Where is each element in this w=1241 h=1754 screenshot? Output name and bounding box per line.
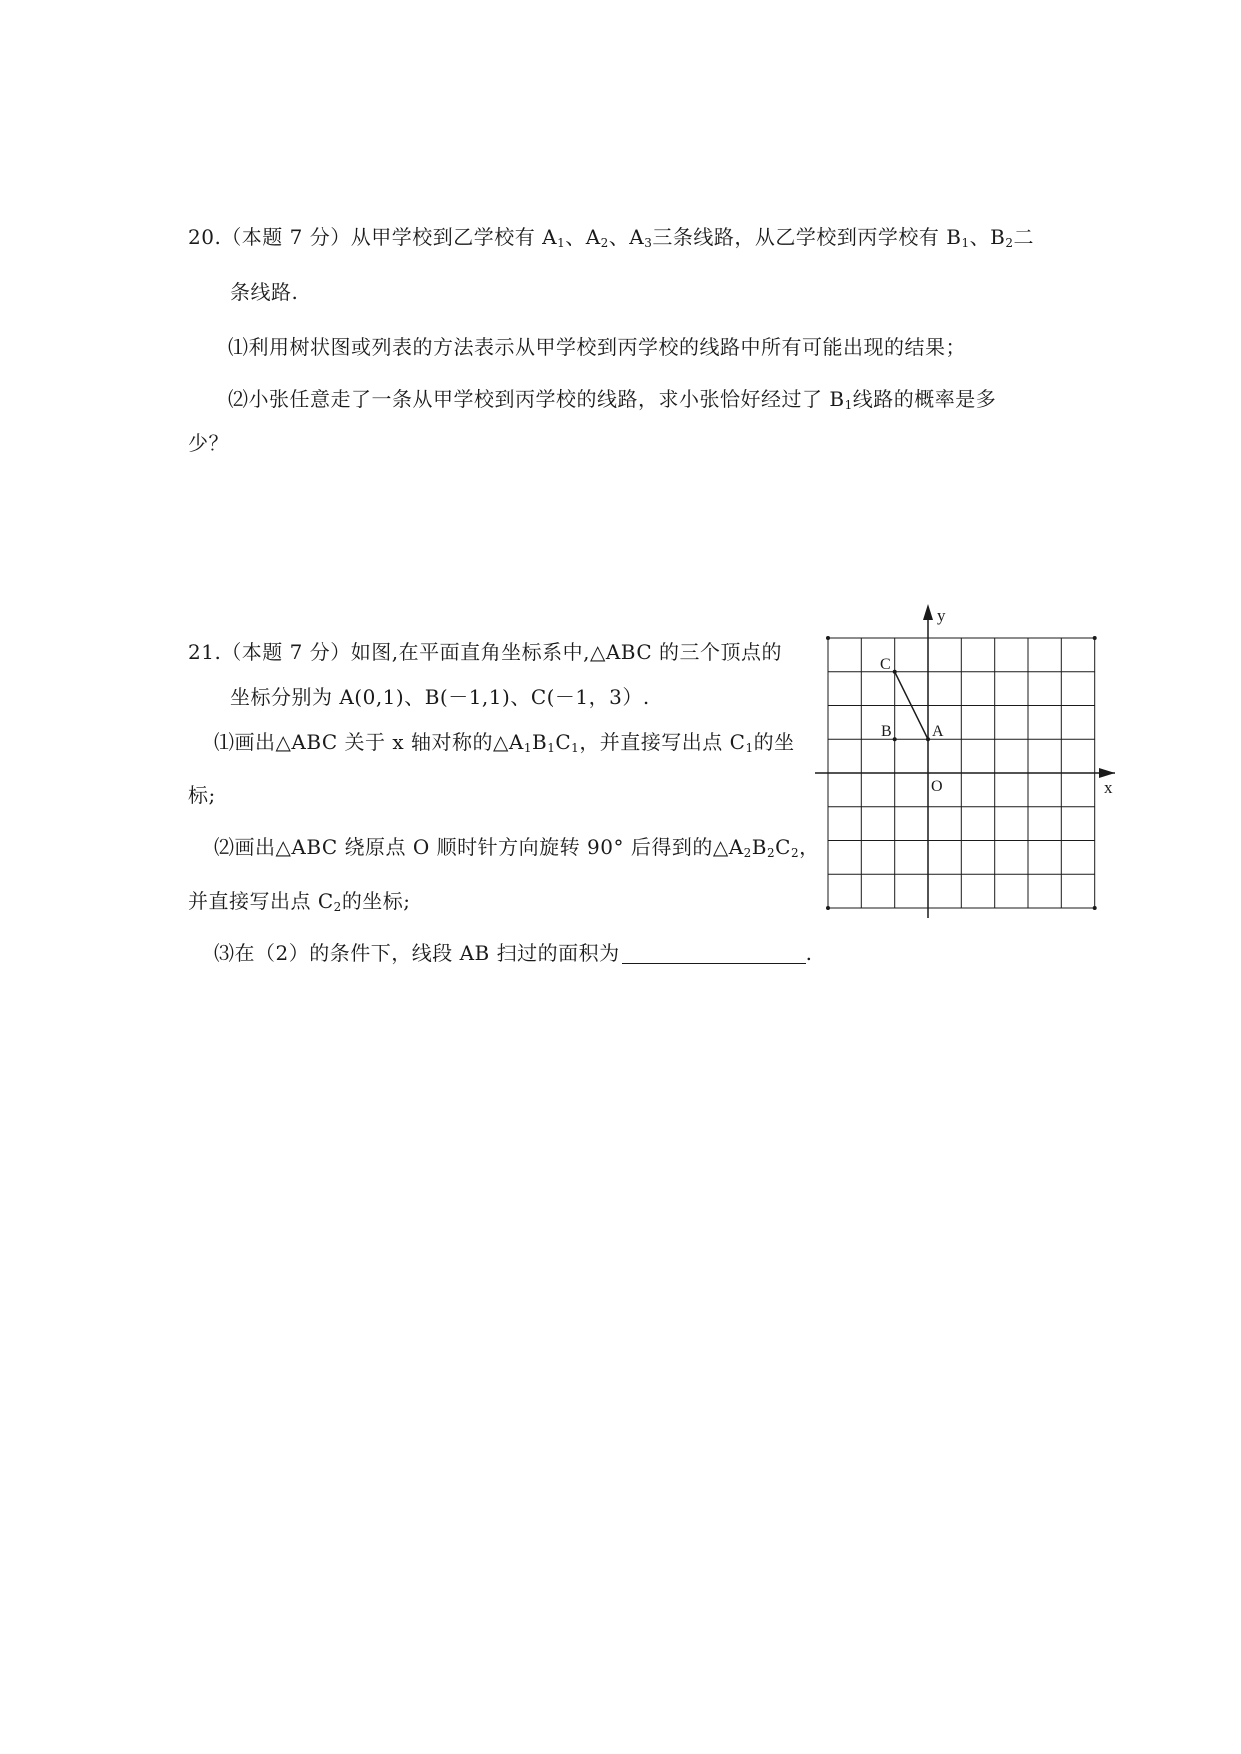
q20-sub: 1 (557, 236, 566, 250)
label-b: B (881, 723, 892, 740)
q21-p3-text: ⑶在（2）的条件下，线段 AB 扫过的面积为 (214, 941, 620, 965)
q20-number: 20. (188, 225, 222, 249)
q20-text-1d: 三条线路，从乙学校到丙学校有 B (652, 225, 962, 249)
q20-part-2 (228, 384, 996, 420)
q20-sub: 1 (961, 236, 970, 250)
label-o: O (931, 778, 943, 795)
q20-part-2-text-b: 线路的概率是多 (852, 387, 997, 411)
q21-sub: 1 (571, 741, 580, 755)
answer-blank[interactable] (622, 941, 806, 964)
q20-text-1a: 从甲学校到乙学校有 A (350, 225, 558, 249)
q21-sub: 1 (523, 741, 533, 755)
axes (815, 614, 1115, 918)
q20-text-1f: 二 (1013, 225, 1034, 249)
q21-p2-text-e: 并直接写出点 C (188, 889, 334, 913)
q20-sub: 2 (600, 236, 609, 250)
q21-line-2: 坐标分别为 A(0,1)、B(－1,1)、C(－1，3）. (230, 685, 650, 709)
q20-sub: 2 (1005, 236, 1014, 250)
q21-p1-text-d: ，并直接写出点 C (579, 730, 746, 754)
q21-p1-text-a: ⑴画出△ABC 关于 x 轴对称的△A (214, 730, 524, 754)
q21-points: （本题 7 分） (221, 640, 351, 664)
q21-sub: 2 (743, 846, 752, 860)
q21-p2-text-c: C (775, 835, 791, 859)
q20-line-2: 条线路. (230, 280, 299, 304)
q20-points: （本题 7 分） (221, 225, 351, 249)
q20-text-1e: 、B (969, 225, 1006, 249)
q21-sub: 1 (547, 741, 556, 755)
q21-text-1: 如图,在平面直角坐标系中,△ABC 的三个顶点的 (350, 640, 783, 664)
q20-text-1c: 、A (608, 225, 645, 249)
q20-sub: 1 (844, 398, 853, 412)
q21-sub: 2 (790, 846, 800, 860)
q21-p2-text-a: ⑵画出△ABC 绕原点 O 顺时针方向旋转 90° 后得到的△A (214, 835, 744, 859)
y-axis-arrow-icon (923, 604, 933, 620)
x-axis-arrow-icon (1099, 768, 1115, 778)
q21-p2-text-f: 的坐标; (341, 889, 411, 913)
point-a (926, 737, 930, 741)
q20-text-1b: 、A (565, 225, 601, 249)
q20-part-1: ⑴利用树状图或列表的方法表示从甲学校到丙学校的线路中所有可能出现的结果； (228, 335, 966, 359)
coordinate-grid-figure (815, 600, 1115, 920)
q21-p2-text-d: ， (799, 835, 820, 859)
q21-part-2 (214, 832, 820, 868)
q21-p2-text-b: B (751, 835, 767, 859)
q21-line-1 (188, 637, 782, 667)
q20-part-2-text-a: ⑵小张任意走了一条从甲学校到丙学校的线路，求小张恰好经过了 B (228, 387, 845, 411)
q21-sub: 2 (333, 900, 342, 914)
q21-part-3 (214, 938, 812, 968)
q21-sub: 2 (767, 846, 776, 860)
q21-p1-text-e: 的坐 (753, 730, 795, 754)
q20-line-1 (188, 222, 1034, 258)
q21-part-1-cont: 标; (188, 783, 216, 807)
q21-p1-text-c: C (555, 730, 572, 754)
label-x: x (1104, 778, 1113, 797)
q21-p1-text-b: B (532, 730, 548, 754)
q21-sub: 1 (745, 741, 754, 755)
point-b (893, 737, 897, 741)
point-c (893, 670, 897, 674)
q21-part-1 (214, 727, 795, 763)
q20-part-2-cont: 少？ (188, 431, 229, 455)
label-a: A (932, 723, 944, 740)
label-y: y (937, 606, 946, 625)
q21-number: 21. (188, 640, 222, 664)
label-c: C (880, 656, 891, 673)
q21-part-2-cont (188, 886, 411, 922)
q21-p3-period: . (805, 941, 813, 965)
q20-sub: 3 (644, 236, 653, 250)
